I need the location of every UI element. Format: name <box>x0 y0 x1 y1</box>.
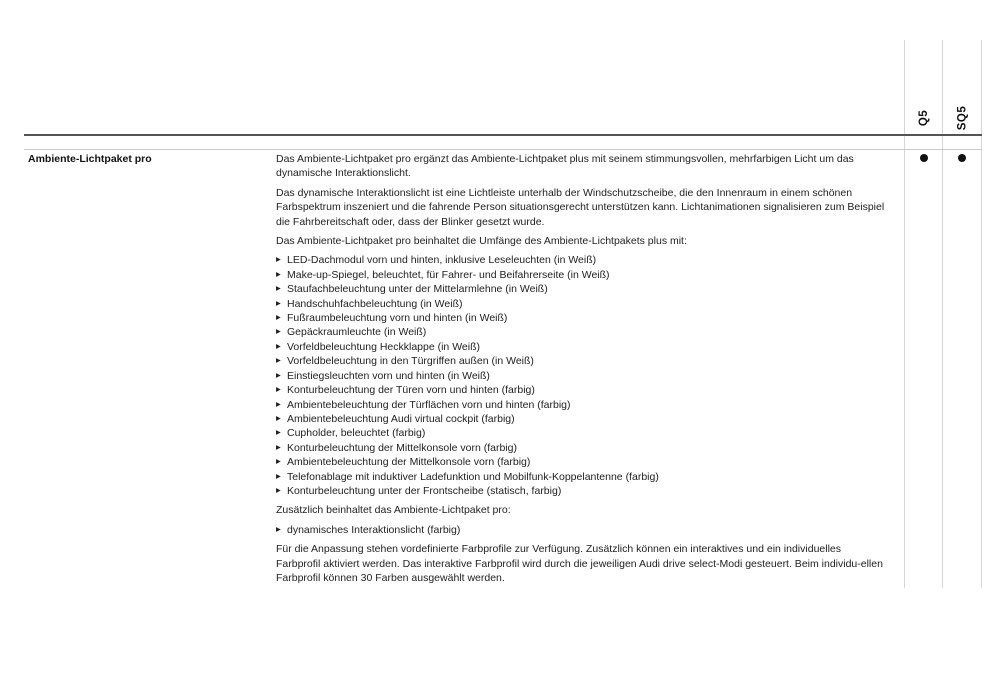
list-item: ▸ Ambientebeleuchtung Audi virtual cockpit (farbig) <box>276 412 888 426</box>
availability-dot-sq5 <box>958 154 966 162</box>
feature-description <box>276 152 888 590</box>
included-items-list <box>276 253 888 498</box>
feature-name: Ambiente-Lichtpaket pro <box>28 153 152 165</box>
list-item: ▸ Konturbeleuchtung unter der Frontscheibe (statisch, farbig) <box>276 484 888 498</box>
description-paragraph: Das Ambiente-Lichtpaket pro ergänzt das Ambiente-Lichtpaket plus mit seinem stimmungsvollen, mehrfarbigen Licht um das dynamische Interaktionslicht. <box>276 153 854 180</box>
list-item: ▸ Fußraumbeleuchtung vorn und hinten (in Weiß) <box>276 311 888 325</box>
column-divider-q5-right <box>942 40 943 588</box>
list-item: ▸ Ambientebeleuchtung der Türflächen vorn und hinten (farbig) <box>276 398 888 412</box>
list-item: ▸ LED-Dachmodul vorn und hinten, inklusive Leseleuchten (in Weiß) <box>276 253 888 267</box>
description-paragraph: Das dynamische Interaktionslicht ist eine Lichtleiste unterhalb der Windschutzscheibe, die den Innenraum in einem schönen Farbspektrum inszeniert und die fahrende Person situationsgerecht unterstützen kann. Lichtanimationen signalisieren zum Beispiel die Fahrbereitschaft oder, dass der Blinker gesetzt wurde. <box>276 186 885 228</box>
list-item: ▸ Ambientebeleuchtung der Mittelkonsole vorn (farbig) <box>276 455 888 469</box>
extra-items-list <box>276 523 888 537</box>
list-item: ▸ Einstiegsleuchten vorn und hinten (in Weiß) <box>276 369 888 383</box>
list-item: ▸ Cupholder, beleuchtet (farbig) <box>276 426 888 440</box>
list-item: ▸ Vorfeldbeleuchtung in den Türgriffen außen (in Weiß) <box>276 354 888 368</box>
column-divider-sq5-right <box>981 40 982 588</box>
list-item: ▸ Konturbeleuchtung der Mittelkonsole vorn (farbig) <box>276 441 888 455</box>
description-paragraph: Für die Anpassung stehen vordefinierte Farbprofile zur Verfügung. Zusätzlich können ein interaktives und ein individuelles Farbprofil aktiviert werden. Das interaktive Farbprofil wird durch die jeweiligen Audi drive select-Modi gesteuert. Beim individu-ellen Farbprofil können 30 Farben ausgewählt werden. <box>276 543 883 584</box>
list-item: ▸ Handschuhfachbeleuchtung (in Weiß) <box>276 297 888 311</box>
column-header-sq5 <box>944 103 980 133</box>
list-item: ▸ Telefonablage mit induktiver Ladefunktion und Mobilfunk-Koppelantenne (farbig) <box>276 470 888 484</box>
column-divider-q5-left <box>904 40 905 588</box>
list-item: ▸ Vorfeldbeleuchtung Heckklappe (in Weiß) <box>276 340 888 354</box>
description-paragraph: Das Ambiente-Lichtpaket pro beinhaltet die Umfänge des Ambiente-Lichtpakets plus mit: <box>276 235 687 248</box>
availability-dot-q5 <box>920 154 928 162</box>
list-item: ▸ Konturbeleuchtung der Türen vorn und hinten (farbig) <box>276 383 888 397</box>
list-item: ▸ Make-up-Spiegel, beleuchtet, für Fahrer- und Beifahrerseite (in Weiß) <box>276 268 888 282</box>
list-item: ▸ Staufachbeleuchtung unter der Mittelarmlehne (in Weiß) <box>276 282 888 296</box>
header-rule <box>24 134 982 136</box>
list-item: ▸ dynamisches Interaktionslicht (farbig) <box>276 523 888 537</box>
row-rule <box>24 149 982 150</box>
description-paragraph: Zusätzlich beinhaltet das Ambiente-Lichtpaket pro: <box>276 504 511 517</box>
model-label-q5: Q5 <box>918 109 930 127</box>
list-item: ▸ Gepäckraumleuchte (in Weiß) <box>276 325 888 339</box>
column-header-q5 <box>906 103 942 133</box>
model-label-sq5: SQ5 <box>955 105 968 131</box>
